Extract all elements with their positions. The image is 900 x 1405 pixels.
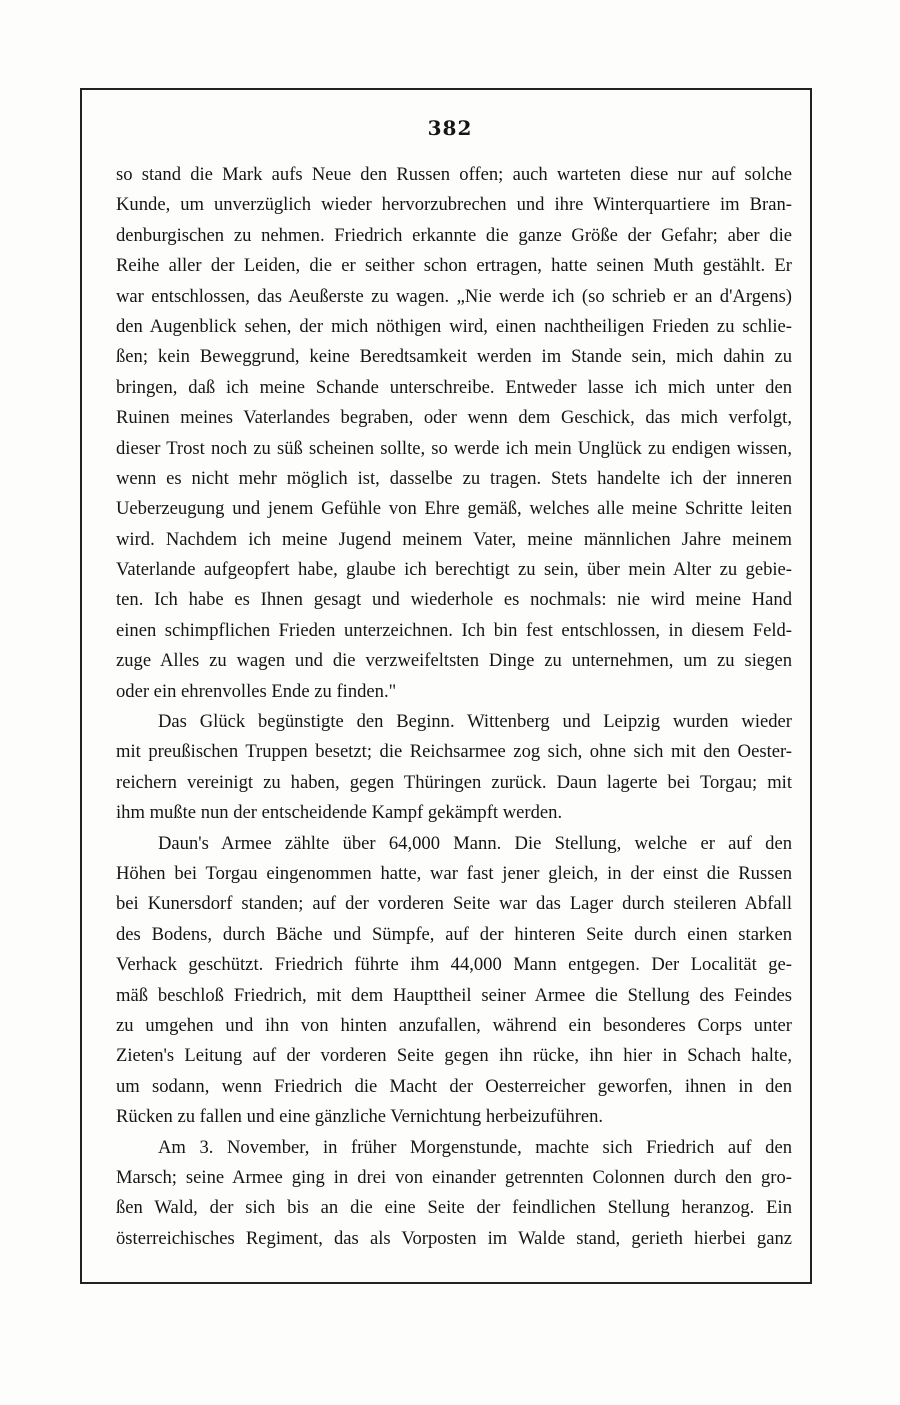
text-line: oder ein ehrenvolles Ende zu finden." [116, 680, 397, 702]
paragraph [116, 1133, 792, 1255]
text-line: Daun's Armee zählte über 64,000 Mann. Die Stellung, welche er auf den [158, 832, 792, 854]
text-line: um sodann, wenn Friedrich die Macht der Oesterreicher geworfen, ihnen in den [116, 1075, 792, 1097]
text-line: bringen, daß ich meine Schande unterschreibe. Entweder lasse ich mich unter den [116, 376, 792, 398]
text-line: ten. Ich habe es Ihnen gesagt und wiederhole es nochmals: nie wird meine Hand [116, 589, 792, 611]
text-line: Verhack geschützt. Friedrich führte ihm 44,000 Mann entgegen. Der Localität ge- [116, 954, 792, 976]
text-line: Höhen bei Torgau eingenommen hatte, war fast jener gleich, in der einst die Russen [116, 862, 792, 884]
text-line: ßen Wald, der sich bis an die eine Seite der feindlichen Stellung heranzog. Ein [116, 1197, 792, 1219]
text-line: einen schimpflichen Frieden unterzeichnen. Ich bin fest entschlossen, in diesem Feld- [116, 619, 792, 641]
text-line: Marsch; seine Armee ging in drei von einander getrennten Colonnen durch den gro- [116, 1166, 792, 1188]
text-line: zuge Alles zu wagen und die verzweifeltsten Dinge zu unternehmen, um zu siegen [116, 650, 792, 672]
text-line: bei Kunersdorf standen; auf der vorderen Seite war das Lager durch steileren Abfall [116, 893, 792, 915]
text-line: war entschlossen, das Aeußerste zu wagen. „Nie werde ich (so schrieb er an d'Argens) [116, 285, 792, 307]
text-line: dieser Trost noch zu süß scheinen sollte, so werde ich mein Unglück zu endigen wissen, [116, 437, 792, 459]
text-line: Ruinen meines Vaterlandes begraben, oder wenn dem Geschick, das mich verfolgt, [116, 407, 792, 429]
text-line: Rücken zu fallen und eine gänzliche Vernichtung herbeizuführen. [116, 1106, 604, 1128]
paragraph [116, 707, 792, 829]
page-number: 382 [427, 116, 473, 140]
text-line: Vaterlande aufgeopfert habe, glaube ich berechtigt zu sein, über mein Alter zu gebie- [116, 559, 792, 581]
text-line: des Bodens, durch Bäche und Sümpfe, auf der hinteren Seite durch einen starken [116, 923, 792, 945]
body-text [116, 160, 792, 1254]
text-line: mäß beschloß Friedrich, mit dem Haupttheil seiner Armee die Stellung des Feindes [116, 984, 792, 1006]
text-line: Zieten's Leitung auf der vorderen Seite gegen ihn rücke, ihn hier in Schach halte, [116, 1045, 792, 1067]
text-line: Reihe aller der Leiden, die er seither schon ertragen, hatte seinen Muth gestählt. Er [116, 255, 792, 277]
text-line: den Augenblick sehen, der mich nöthigen wird, einen nachtheiligen Frieden zu schlie- [116, 315, 792, 337]
text-line: ßen; kein Beweggrund, keine Beredtsamkeit werden im Stande sein, mich dahin zu [116, 346, 792, 368]
text-line: österreichisches Regiment, das als Vorposten im Walde stand, gerieth hierbei ganz [116, 1227, 792, 1249]
text-line: Am 3. November, in früher Morgenstunde, machte sich Friedrich auf den [158, 1136, 792, 1158]
text-line: Kunde, um unverzüglich wieder hervorzubrechen und ihre Winterquartiere im Bran- [116, 194, 792, 216]
text-line: mit preußischen Truppen besetzt; die Reichsarmee zog sich, ohne sich mit den Oester- [116, 741, 792, 763]
text-line: Das Glück begünstigte den Beginn. Wittenberg und Leipzig wurden wieder [158, 711, 792, 733]
text-line: Ueberzeugung und jenem Gefühle von Ehre gemäß, welches alle meine Schritte leiten [116, 498, 792, 520]
text-line: ihm mußte nun der entscheidende Kampf gekämpft werden. [116, 802, 563, 824]
text-line: wird. Nachdem ich meine Jugend meinem Vater, meine männlichen Jahre meinem [116, 528, 792, 550]
paragraph [116, 160, 792, 707]
text-line: wenn es nicht mehr möglich ist, dasselbe zu tragen. Stets handelte ich der inneren [116, 467, 792, 489]
text-line: zu umgehen und ihn von hinten anzufallen, während ein besonderes Corps unter [116, 1014, 792, 1036]
text-line: reichern vereinigt zu haben, gegen Thüringen zurück. Daun lagerte bei Torgau; mit [116, 771, 792, 793]
paragraph [116, 829, 792, 1133]
text-line: denburgischen zu nehmen. Friedrich erkannte die ganze Größe der Gefahr; aber die [116, 224, 792, 246]
text-line: so stand die Mark aufs Neue den Russen offen; auch warteten diese nur auf solche [116, 164, 792, 185]
